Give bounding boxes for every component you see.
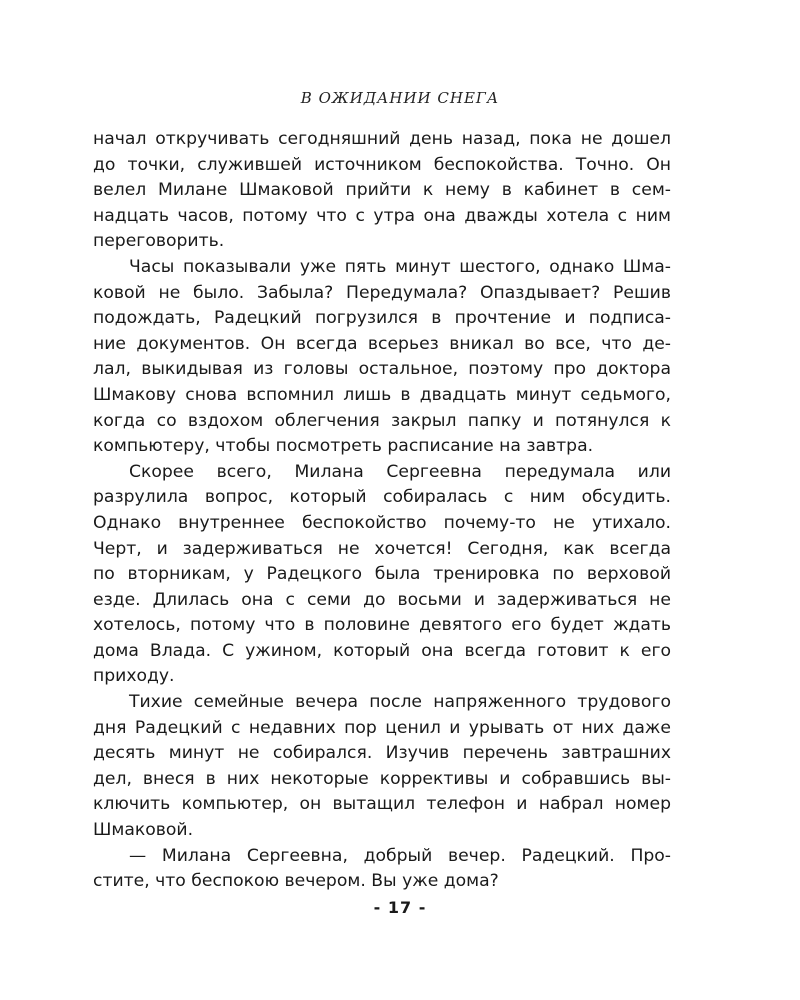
running-head-title: В ОЖИДАНИИ СНЕГА [300, 89, 500, 107]
text-line: дома Влада. С ужином, который она всегда готовит к его [93, 640, 671, 661]
text-line: ковой не было. Забыла? Передумала? Опаздывает? Решив [93, 282, 671, 303]
text-line: Однако внутреннее беспокойство почему-то не утихало. [93, 512, 671, 533]
text-line: Черт, и задерживаться не хочется! Сегодня, как всегда [93, 538, 671, 559]
text-line: хотелось, потому что в половине девятого его будет ждать [93, 615, 671, 636]
paragraph [93, 690, 671, 844]
text-line: подождать, Радецкий погрузился в прочтение и подписа- [93, 308, 671, 329]
text-line: приходу. [93, 666, 175, 687]
text-line: когда со вздохом облегчения закрыл папку и потянулся к [93, 410, 671, 431]
text-line: ключить компьютер, он вытащил телефон и набрал номер [93, 794, 671, 815]
text-line: разрулила вопрос, который собиралась с ним обсудить. [93, 487, 671, 508]
text-line: начал откручивать сегодняшний день назад, пока не дошел [93, 129, 671, 149]
text-line: — Милана Сергеевна, добрый вечер. Радецкий. Про- [129, 845, 671, 866]
text-line: дня Радецкий с недавних пор ценил и урывать от них даже [93, 717, 671, 738]
text-line: надцать часов, потому что с утра она дважды хотела с ним [93, 205, 671, 226]
text-line: Тихие семейные вечера после напряженного трудового [129, 692, 671, 713]
text-line: переговорить. [93, 231, 225, 252]
text-line: десять минут не собирался. Изучив перечень завтрашних [93, 743, 671, 764]
paragraph [93, 844, 671, 895]
text-line: Скорее всего, Милана Сергеевна передумала или [129, 461, 671, 482]
text-line: Часы показывали уже пять минут шестого, однако Шма- [129, 256, 671, 277]
text-line: ние документов. Он всегда всерьез вникал во все, что де- [93, 333, 671, 354]
text-line: компьютеру, чтобы посмотреть расписание на завтра. [93, 436, 594, 457]
paragraph [93, 460, 671, 690]
paragraph [93, 255, 671, 460]
text-line: дел, внеся в них некоторые коррективы и собравшись вы- [93, 768, 671, 789]
text-line: Шмаковой. [93, 820, 194, 841]
text-line: по вторникам, у Радецкого была тренировка по верховой [93, 564, 671, 585]
text-line: езде. Длилась она с семи до восьми и задерживаться не [93, 589, 671, 610]
paragraph [93, 127, 671, 255]
text-line: Шмакову снова вспомнил лишь в двадцать минут седьмого, [93, 384, 671, 405]
text-line: лал, выкидывая из головы остальное, поэтому про доктора [93, 359, 671, 380]
text-line: до точки, служившей источником беспокойства. Точно. Он [93, 154, 671, 175]
text-line: велел Милане Шмаковой прийти к нему в кабинет в сем- [93, 180, 671, 201]
text-line: стите, что беспокою вечером. Вы уже дома? [93, 871, 499, 892]
page-number: - 17 - [373, 898, 427, 917]
body-text [93, 127, 671, 895]
